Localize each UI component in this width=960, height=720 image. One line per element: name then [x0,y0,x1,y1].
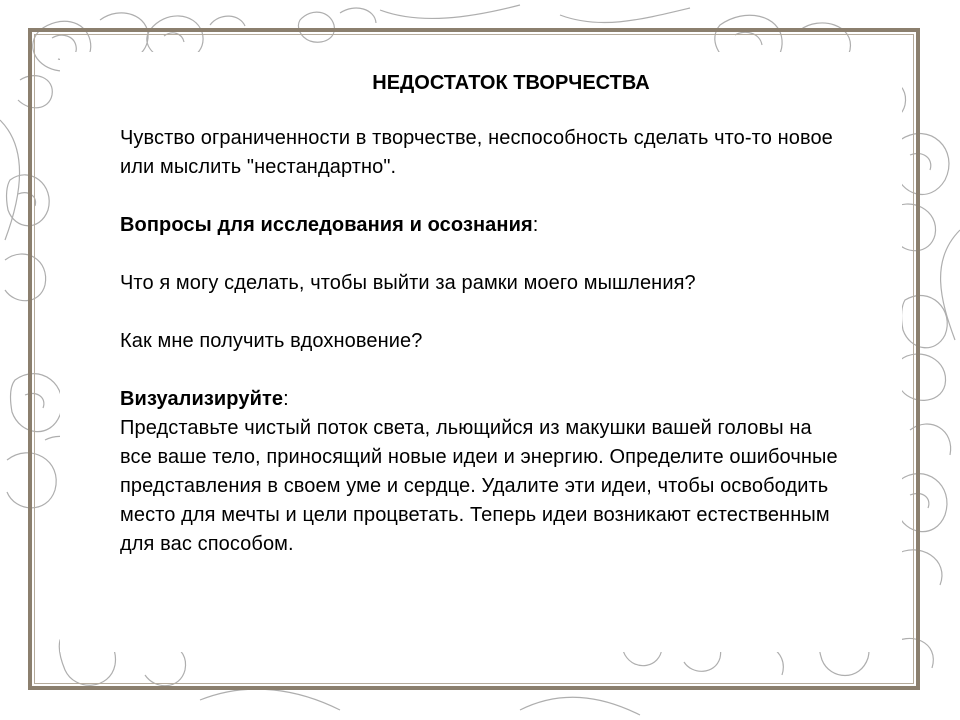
visualize-text: Представьте чистый поток света, льющийся из макушки вашей головы на все ваше тело, приносящий новые идеи и энергию. Определите ошибочные представления в своем уме и сердце. Удалите эти идеи, чтобы освободить место для мечты и цели процветать. Теперь идеи возникают естественным для вас способом. [120,417,838,555]
text-card [60,52,902,652]
content-body [120,124,840,588]
questions-heading-colon: : [532,214,539,236]
visualize-heading-text: Визуализируйте [120,388,284,410]
page-title: НЕДОСТАТОК ТВОРЧЕСТВА [372,72,650,94]
questions-heading [120,211,840,240]
visualize-heading-colon: : [283,388,289,410]
intro-paragraph: Чувство ограниченности в творчестве, неспособность сделать что-то новое или мыслить "нестандартно". [120,127,833,178]
questions-heading-text: Вопросы для исследования и осознания [120,214,533,236]
visualize-heading [120,385,840,414]
question-1: Что я могу сделать, чтобы выйти за рамки моего мышления? [120,272,696,294]
question-2: Как мне получить вдохновение? [120,330,423,352]
